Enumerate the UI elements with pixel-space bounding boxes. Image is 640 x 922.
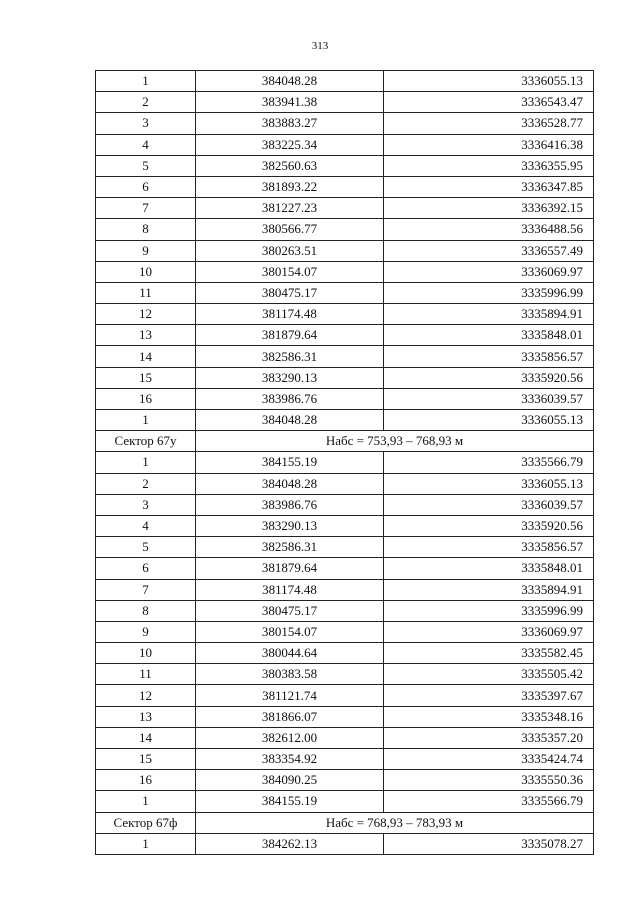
sector-height-range: Набс = 753,93 – 768,93 м <box>196 431 594 452</box>
x-coordinate: 383883.27 <box>196 113 384 134</box>
table-row <box>96 515 594 536</box>
x-coordinate: 383986.76 <box>196 388 384 409</box>
table-row <box>96 558 594 579</box>
table-row <box>96 621 594 642</box>
x-coordinate: 383290.13 <box>196 367 384 388</box>
y-coordinate: 3335920.56 <box>384 515 594 536</box>
page-number: 313 <box>311 40 329 52</box>
x-coordinate: 380566.77 <box>196 219 384 240</box>
table-row <box>96 664 594 685</box>
table-row <box>96 494 594 515</box>
table-row <box>96 833 594 854</box>
x-coordinate: 381879.64 <box>196 558 384 579</box>
y-coordinate: 3335357.20 <box>384 727 594 748</box>
x-coordinate: 384048.28 <box>196 473 384 494</box>
point-number: 13 <box>96 325 196 346</box>
sector-name: Сектор 67у <box>96 431 196 452</box>
sector-name: Сектор 67ф <box>96 812 196 833</box>
y-coordinate: 3336488.56 <box>384 219 594 240</box>
point-number: 12 <box>96 304 196 325</box>
point-number: 16 <box>96 770 196 791</box>
coordinates-table-body <box>96 71 594 855</box>
point-number: 9 <box>96 621 196 642</box>
x-coordinate: 380383.58 <box>196 664 384 685</box>
x-coordinate: 383225.34 <box>196 134 384 155</box>
y-coordinate: 3335996.99 <box>384 600 594 621</box>
y-coordinate: 3335894.91 <box>384 304 594 325</box>
point-number: 11 <box>96 282 196 303</box>
table-row <box>96 198 594 219</box>
point-number: 15 <box>96 749 196 770</box>
y-coordinate: 3335920.56 <box>384 367 594 388</box>
table-row <box>96 643 594 664</box>
y-coordinate: 3335566.79 <box>384 791 594 812</box>
point-number: 5 <box>96 537 196 558</box>
table-row <box>96 325 594 346</box>
point-number: 3 <box>96 494 196 515</box>
point-number: 4 <box>96 515 196 536</box>
x-coordinate: 384262.13 <box>196 833 384 854</box>
y-coordinate: 3335856.57 <box>384 346 594 367</box>
y-coordinate: 3336055.13 <box>384 473 594 494</box>
point-number: 1 <box>96 71 196 92</box>
x-coordinate: 383354.92 <box>196 749 384 770</box>
table-row <box>96 770 594 791</box>
point-number: 5 <box>96 155 196 176</box>
x-coordinate: 382560.63 <box>196 155 384 176</box>
point-number: 15 <box>96 367 196 388</box>
point-number: 7 <box>96 198 196 219</box>
table-row <box>96 113 594 134</box>
table-row <box>96 367 594 388</box>
x-coordinate: 384090.25 <box>196 770 384 791</box>
point-number: 16 <box>96 388 196 409</box>
y-coordinate: 3335348.16 <box>384 706 594 727</box>
x-coordinate: 384155.19 <box>196 791 384 812</box>
x-coordinate: 380044.64 <box>196 643 384 664</box>
point-number: 11 <box>96 664 196 685</box>
table-row <box>96 452 594 473</box>
point-number: 1 <box>96 452 196 473</box>
table-row <box>96 537 594 558</box>
x-coordinate: 380263.51 <box>196 240 384 261</box>
y-coordinate: 3336055.13 <box>384 71 594 92</box>
point-number: 2 <box>96 92 196 113</box>
table-row <box>96 685 594 706</box>
y-coordinate: 3335397.67 <box>384 685 594 706</box>
y-coordinate: 3336039.57 <box>384 494 594 515</box>
x-coordinate: 380475.17 <box>196 600 384 621</box>
table-row <box>96 791 594 812</box>
point-number: 8 <box>96 219 196 240</box>
table-row <box>96 71 594 92</box>
sector-header-row <box>96 812 594 833</box>
x-coordinate: 383290.13 <box>196 515 384 536</box>
point-number: 13 <box>96 706 196 727</box>
x-coordinate: 382612.00 <box>196 727 384 748</box>
x-coordinate: 381174.48 <box>196 579 384 600</box>
table-row <box>96 579 594 600</box>
y-coordinate: 3335424.74 <box>384 749 594 770</box>
table-row <box>96 388 594 409</box>
y-coordinate: 3336347.85 <box>384 176 594 197</box>
y-coordinate: 3336355.95 <box>384 155 594 176</box>
point-number: 14 <box>96 346 196 367</box>
y-coordinate: 3335894.91 <box>384 579 594 600</box>
y-coordinate: 3336557.49 <box>384 240 594 261</box>
y-coordinate: 3335505.42 <box>384 664 594 685</box>
x-coordinate: 383986.76 <box>196 494 384 515</box>
point-number: 1 <box>96 410 196 431</box>
x-coordinate: 384048.28 <box>196 71 384 92</box>
y-coordinate: 3335848.01 <box>384 325 594 346</box>
point-number: 6 <box>96 176 196 197</box>
sector-header-row <box>96 431 594 452</box>
x-coordinate: 383941.38 <box>196 92 384 113</box>
table-row <box>96 240 594 261</box>
x-coordinate: 380475.17 <box>196 282 384 303</box>
y-coordinate: 3335550.36 <box>384 770 594 791</box>
x-coordinate: 380154.07 <box>196 261 384 282</box>
x-coordinate: 381174.48 <box>196 304 384 325</box>
table-row <box>96 727 594 748</box>
table-row <box>96 219 594 240</box>
x-coordinate: 380154.07 <box>196 621 384 642</box>
point-number: 10 <box>96 261 196 282</box>
point-number: 12 <box>96 685 196 706</box>
table-row <box>96 749 594 770</box>
y-coordinate: 3336069.97 <box>384 261 594 282</box>
point-number: 3 <box>96 113 196 134</box>
table-row <box>96 134 594 155</box>
x-coordinate: 381879.64 <box>196 325 384 346</box>
table-row <box>96 473 594 494</box>
point-number: 9 <box>96 240 196 261</box>
table-row <box>96 304 594 325</box>
x-coordinate: 381227.23 <box>196 198 384 219</box>
x-coordinate: 381121.74 <box>196 685 384 706</box>
point-number: 14 <box>96 727 196 748</box>
table-row <box>96 176 594 197</box>
y-coordinate: 3335078.27 <box>384 833 594 854</box>
table-row <box>96 600 594 621</box>
point-number: 8 <box>96 600 196 621</box>
y-coordinate: 3335848.01 <box>384 558 594 579</box>
y-coordinate: 3336543.47 <box>384 92 594 113</box>
y-coordinate: 3335996.99 <box>384 282 594 303</box>
sector-height-range: Набс = 768,93 – 783,93 м <box>196 812 594 833</box>
table-row <box>96 282 594 303</box>
y-coordinate: 3336416.38 <box>384 134 594 155</box>
point-number: 6 <box>96 558 196 579</box>
table-row <box>96 346 594 367</box>
y-coordinate: 3335856.57 <box>384 537 594 558</box>
table-row <box>96 410 594 431</box>
y-coordinate: 3336069.97 <box>384 621 594 642</box>
y-coordinate: 3335582.45 <box>384 643 594 664</box>
x-coordinate: 381866.07 <box>196 706 384 727</box>
x-coordinate: 382586.31 <box>196 537 384 558</box>
point-number: 2 <box>96 473 196 494</box>
coordinates-table <box>95 70 594 855</box>
x-coordinate: 381893.22 <box>196 176 384 197</box>
x-coordinate: 384048.28 <box>196 410 384 431</box>
table-row <box>96 706 594 727</box>
y-coordinate: 3336392.15 <box>384 198 594 219</box>
table-row <box>96 155 594 176</box>
point-number: 1 <box>96 833 196 854</box>
y-coordinate: 3335566.79 <box>384 452 594 473</box>
x-coordinate: 382586.31 <box>196 346 384 367</box>
point-number: 7 <box>96 579 196 600</box>
point-number: 4 <box>96 134 196 155</box>
y-coordinate: 3336528.77 <box>384 113 594 134</box>
table-row <box>96 261 594 282</box>
y-coordinate: 3336055.13 <box>384 410 594 431</box>
table-row <box>96 92 594 113</box>
x-coordinate: 384155.19 <box>196 452 384 473</box>
point-number: 10 <box>96 643 196 664</box>
y-coordinate: 3336039.57 <box>384 388 594 409</box>
point-number: 1 <box>96 791 196 812</box>
